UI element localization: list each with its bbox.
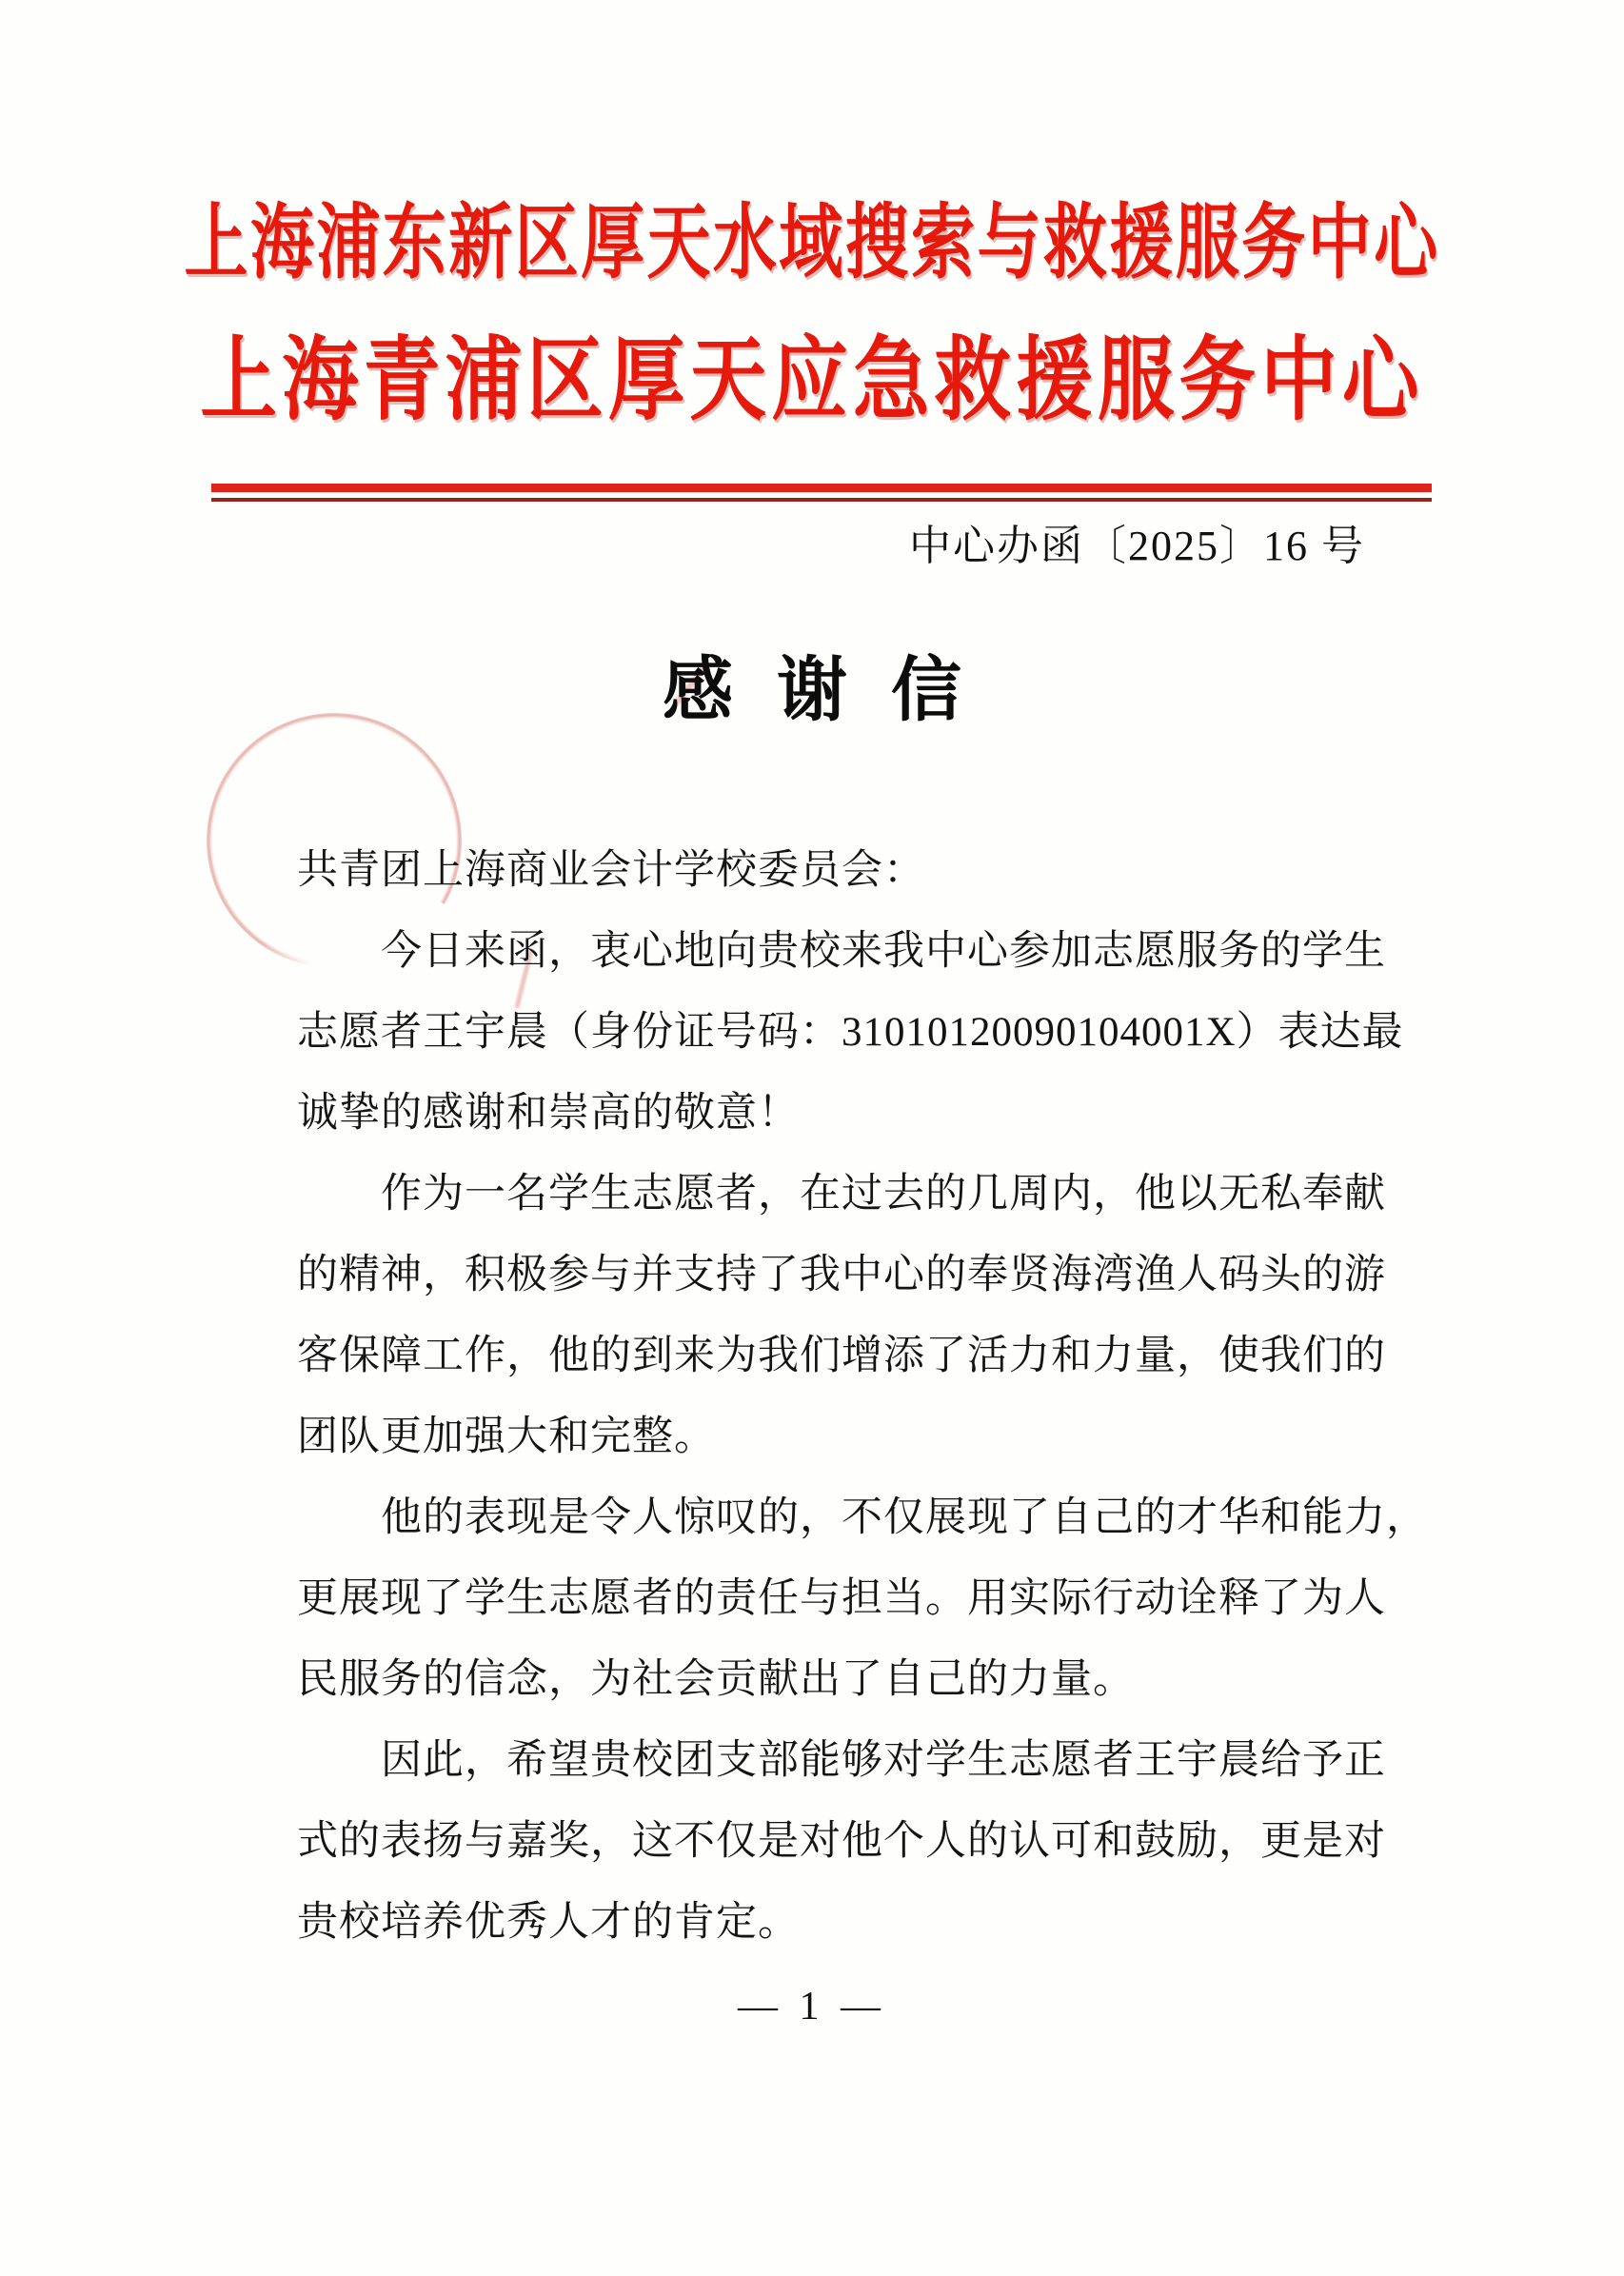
- body-line: 更展现了学生志愿者的责任与担当。用实际行动诠释了为人: [297, 1576, 1386, 1621]
- body-line: 式的表扬与嘉奖，这不仅是对他个人的认可和鼓励，更是对: [297, 1819, 1386, 1864]
- body-line: 团队更加强大和完整。: [297, 1415, 716, 1459]
- body-line: 诚挚的感谢和崇高的敬意！: [297, 1091, 800, 1136]
- body-line: 作为一名学生志愿者，在过去的几周内，他以无私奉献: [297, 1172, 1386, 1217]
- body-line: 的精神，积极参与并支持了我中心的奉贤海湾渔人码头的游: [297, 1253, 1386, 1297]
- body-line: 今日来函，衷心地向贵校来我中心参加志愿服务的学生: [297, 929, 1386, 974]
- letter-title: 感谢信: [663, 652, 1005, 730]
- body-line: 他的表现是令人惊叹的，不仅展现了自己的才华和能力，: [297, 1495, 1428, 1540]
- body-line: 因此，希望贵校团支部能够对学生志愿者王宇晨给予正: [297, 1738, 1386, 1783]
- document-number: 中心办函〔2025〕16 号: [909, 523, 1365, 569]
- divider-thin-line: [211, 498, 1432, 502]
- salutation: 共青团上海商业会计学校委员会：: [297, 848, 925, 893]
- letter-body: [297, 830, 1428, 1963]
- organization-name-line1: 上海浦东新区厚天水域搜索与救援服务中心: [184, 197, 1440, 288]
- letterhead-divider: [211, 484, 1432, 502]
- body-line: 民服务的信念，为社会贡献出了自己的力量。: [297, 1657, 1135, 1702]
- organization-name-line2: 上海青浦区厚天应急救援服务中心: [200, 329, 1424, 431]
- body-line: 志愿者王宇晨（身份证号码：31010120090104001X）表达最: [297, 1010, 1404, 1055]
- body-line: 客保障工作，他的到来为我们增添了活力和力量，使我们的: [297, 1334, 1386, 1378]
- divider-thick-line: [211, 484, 1432, 492]
- page-number: — 1 —: [738, 1985, 886, 2029]
- body-line: 贵校培养优秀人才的肯定。: [297, 1900, 800, 1945]
